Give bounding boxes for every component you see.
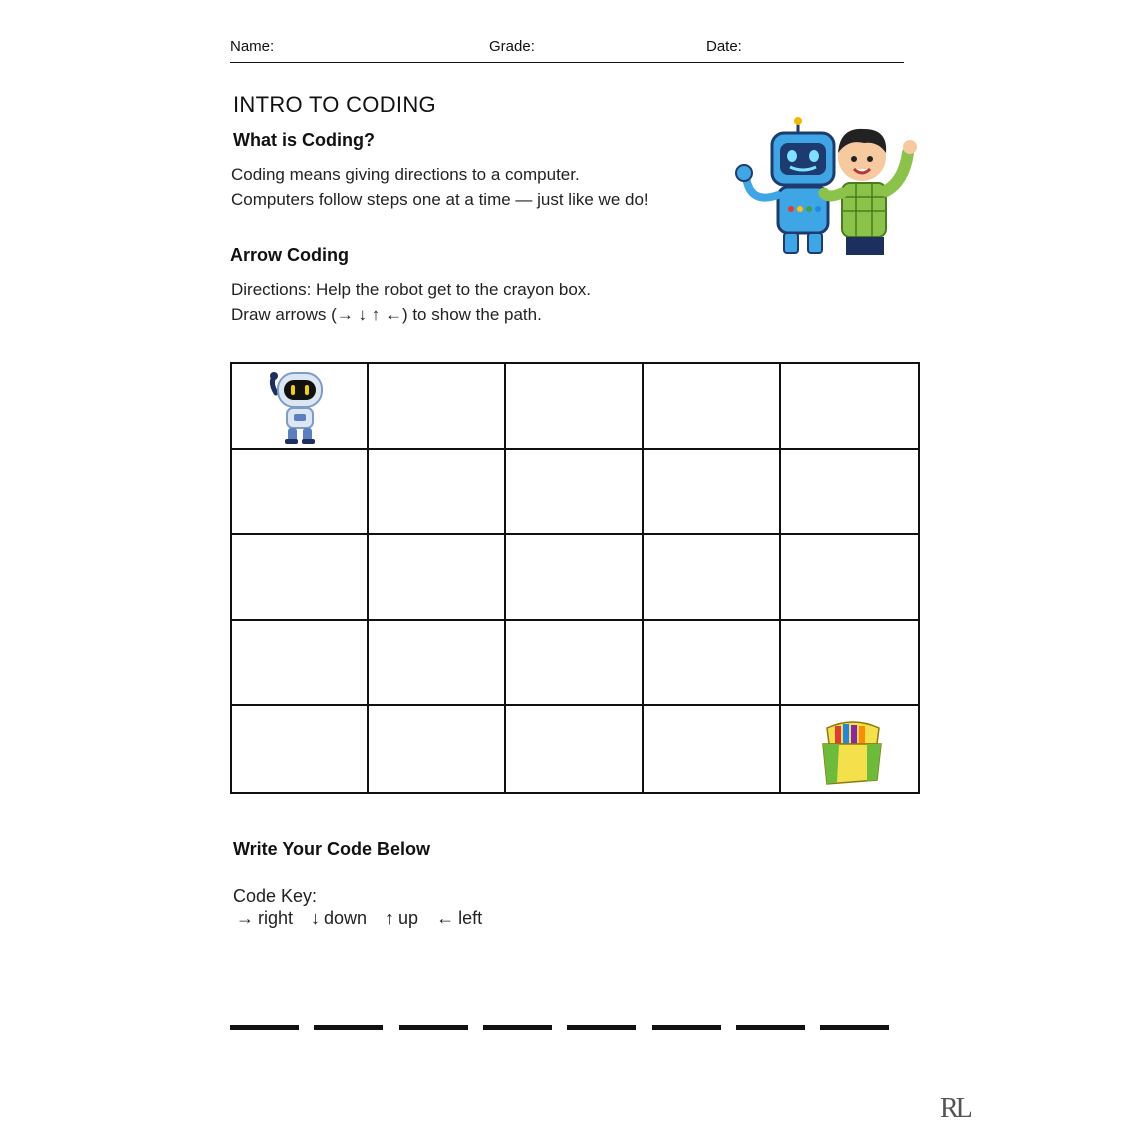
grid-cell[interactable]	[506, 450, 643, 536]
grid-cell[interactable]	[644, 706, 781, 792]
arrow-icon: ←	[436, 908, 455, 928]
watermark-text: RL	[940, 1093, 970, 1124]
grid-cell[interactable]	[232, 621, 369, 707]
answer-blank[interactable]	[483, 1025, 552, 1030]
grid-cell[interactable]	[369, 706, 506, 792]
grid-cell[interactable]	[506, 706, 643, 792]
code-key-legend	[236, 908, 482, 929]
answer-blank[interactable]	[567, 1025, 636, 1030]
intro-line-1: Coding means giving directions to a computer.	[231, 165, 580, 184]
answer-blank[interactable]	[652, 1025, 721, 1030]
grid-cell[interactable]	[644, 621, 781, 707]
grid-cell[interactable]	[644, 535, 781, 621]
answer-blank[interactable]	[314, 1025, 383, 1030]
code-key-word: down	[324, 908, 368, 928]
answer-blank[interactable]	[399, 1025, 468, 1030]
answer-blank[interactable]	[736, 1025, 805, 1030]
what-is-coding-heading: What is Coding?	[233, 130, 375, 150]
arrow-icon: ↑	[385, 908, 395, 928]
grid-cell[interactable]	[781, 535, 918, 621]
name-label: Name:	[230, 38, 275, 55]
code-key-item	[236, 908, 293, 929]
grid-cell[interactable]	[781, 450, 918, 536]
code-key-label: Code Key:	[233, 886, 318, 906]
write-code-heading: Write Your Code Below	[233, 839, 431, 859]
code-key-item	[311, 908, 367, 929]
grid-cell[interactable]	[232, 535, 369, 621]
arrow-icon: ↓	[311, 908, 321, 928]
grid-cell[interactable]	[644, 364, 781, 450]
grid-cell[interactable]	[781, 621, 918, 707]
grid-cell[interactable]	[644, 450, 781, 536]
grid-cell[interactable]	[369, 621, 506, 707]
directions-paragraph	[231, 277, 591, 327]
grid-cell[interactable]	[781, 706, 918, 792]
intro-line-2: Computers follow steps one at a time — just like we do!	[231, 190, 649, 209]
grid-cell[interactable]	[506, 621, 643, 707]
arrow-icon: →	[236, 908, 254, 928]
grid-cell[interactable]	[506, 364, 643, 450]
student-info-header	[230, 36, 904, 63]
grid-cell[interactable]	[781, 364, 918, 450]
intro-paragraph	[231, 162, 649, 212]
answer-blank[interactable]	[230, 1025, 299, 1030]
code-key-word: right	[258, 908, 294, 928]
page-title: INTRO TO CODING	[233, 92, 436, 117]
grid-cell[interactable]	[232, 364, 369, 450]
path-grid	[230, 362, 920, 794]
grade-label: Grade:	[489, 38, 535, 55]
grid-cell[interactable]	[369, 535, 506, 621]
code-key-word: left	[458, 908, 483, 928]
code-key-item	[385, 908, 418, 929]
robot-and-boy-illustration	[728, 115, 928, 257]
grid-cell[interactable]	[232, 706, 369, 792]
crayon-box-icon	[817, 714, 887, 786]
date-label: Date:	[706, 38, 742, 55]
directions-line-2: Draw arrows (→ ↓ ↑ ←) to show the path.	[231, 305, 542, 324]
grid-cell[interactable]	[369, 450, 506, 536]
arrow-coding-heading: Arrow Coding	[230, 245, 349, 265]
robot-icon	[268, 369, 330, 445]
grid-cell[interactable]	[369, 364, 506, 450]
grid-cell[interactable]	[506, 535, 643, 621]
answer-blank[interactable]	[820, 1025, 889, 1030]
code-key-item	[436, 908, 482, 929]
directions-line-1: Directions: Help the robot get to the crayon box.	[231, 280, 592, 299]
code-key-word: up	[398, 908, 419, 928]
watermark-logo	[940, 1093, 970, 1125]
grid-cell[interactable]	[232, 450, 369, 536]
